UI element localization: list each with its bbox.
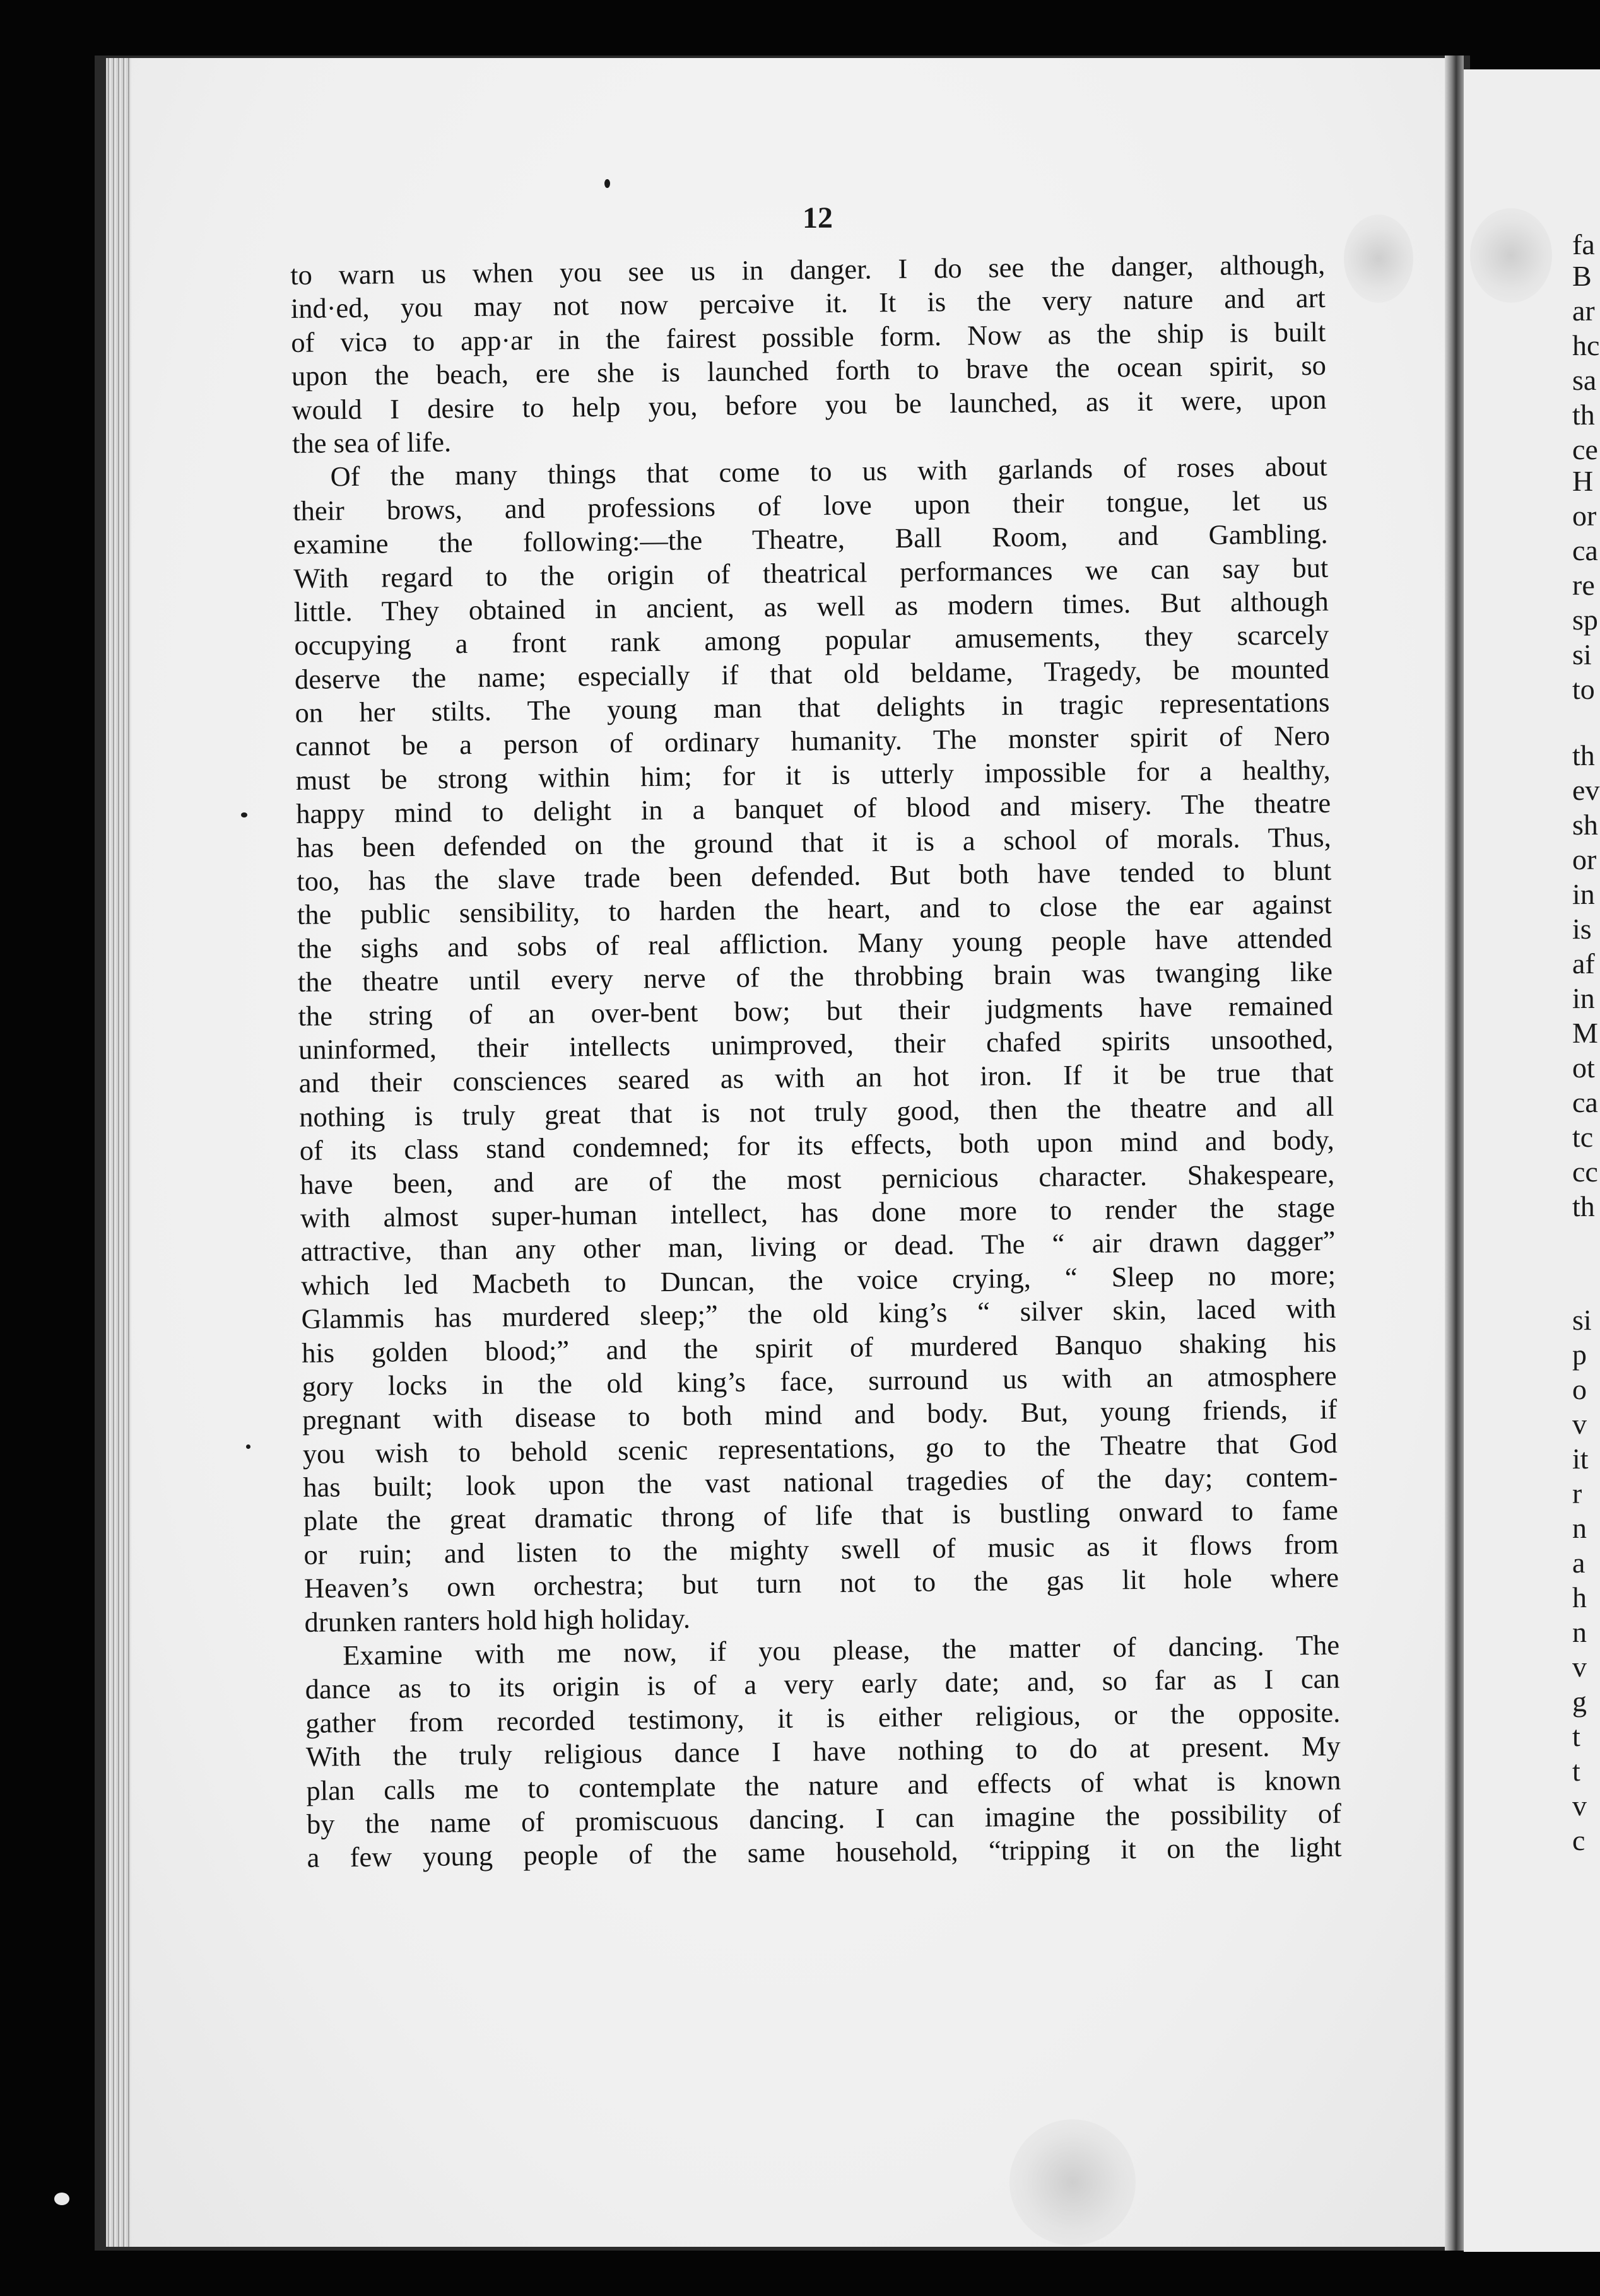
facing-page-fragment: t (1572, 1720, 1580, 1752)
text-line: Of the many things that come to us with garlands of roses about (330, 450, 1327, 493)
facing-page-fragment: ca (1572, 1086, 1598, 1118)
facing-page-fragment: in (1572, 982, 1595, 1014)
facing-page-fragment: or (1572, 843, 1597, 876)
text-line: cannot be a person of ordinary humanity. The monster spirit of Nero (295, 720, 1331, 763)
text-line: happy mind to delight in a banquet of blood and misery. The theatre (295, 787, 1331, 830)
text-line: would I desire to help you, before you be launched, as it were, upon (291, 383, 1327, 426)
text-line: of its class stand condemned; for its effects, both upon mind and body, (299, 1123, 1334, 1167)
facing-page-fragment: tc (1572, 1121, 1594, 1153)
facing-page-fragment: to (1572, 673, 1595, 705)
facing-page-fragment: th (1572, 1190, 1595, 1222)
text-line: gory locks in the old king’s face, surround us with an atmosphere (302, 1359, 1337, 1402)
facing-page-fragment: v (1572, 1789, 1587, 1822)
page-edge-strips (106, 58, 131, 2247)
facing-page-fragment: hc (1572, 329, 1600, 361)
text-line: the sea of life. (291, 426, 452, 459)
facing-page-fragment: ot (1572, 1051, 1595, 1084)
facing-page-fragment: B (1572, 260, 1592, 292)
text-line: has been defended on the ground that it is a school of morals. Thus, (296, 821, 1331, 864)
facing-page-fragment: n (1572, 1512, 1587, 1544)
ink-speck (241, 812, 247, 817)
text-line: with almost super-human intellect, has done more to render the stage (300, 1191, 1336, 1234)
text-line: occupying a front rank among popular amusements, they scarcely (294, 619, 1329, 662)
facing-page-fragment: h (1572, 1581, 1587, 1614)
text-line: which led Macbeth to Duncan, the voice crying, “ Sleep no more; (300, 1258, 1336, 1301)
text-line: to warn us when you see us in danger. I do see the danger, although, (290, 248, 1326, 291)
text-line: of vicə to app·ar in the fairest possible form. Now as the ship is built (291, 315, 1326, 358)
text-line: drunken ranters hold high holiday. (304, 1602, 691, 1638)
facing-page-fragment: sh (1572, 809, 1598, 841)
facing-page-fragment: is (1572, 913, 1592, 945)
text-line: nothing is truly great that is not truly good, then the theatre and all (298, 1090, 1334, 1133)
facing-page-fragment: v (1572, 1651, 1587, 1683)
text-line: With regard to the origin of theatrical performances we can say but (293, 551, 1329, 594)
text-line: have been, and are of the most pernicious character. Shakespeare, (300, 1157, 1335, 1200)
text-line: or ruin; and listen to the mighty swell of music as it flows from (303, 1528, 1339, 1571)
text-line: a few young people of the same household, “tripping it on the light (307, 1831, 1342, 1874)
facing-page-fragment: ev (1572, 774, 1600, 806)
facing-page-fragment: n (1572, 1616, 1587, 1648)
text-line: little. They obtained in ancient, as well as modern times. But although (293, 585, 1329, 628)
facing-page-fragment: ca (1572, 534, 1598, 566)
facing-page-fragment: sp (1572, 604, 1598, 636)
text-line: With the truly religious dance I have nothing to do at present. My (305, 1730, 1341, 1773)
text-line: plan calls me to contemplate the nature and effects of what is known (306, 1764, 1341, 1807)
text-line: Heaven’s own orchestra; but turn not to the gas lit hole where (303, 1561, 1339, 1605)
text-line: his golden blood;” and the spirit of murdered Banquo shaking his (301, 1326, 1337, 1369)
facing-page-fragment: re (1572, 569, 1595, 601)
facing-page-fragment: or (1572, 500, 1597, 532)
facing-page-edge (1464, 69, 1600, 2252)
paper-stain (1009, 2119, 1136, 2246)
text-line: attractive, than any other man, living or dead. The “ air drawn dagger” (300, 1225, 1336, 1268)
text-line: ind·ed, you may not now percəive it. It is the very nature and art (290, 282, 1326, 325)
text-line: pregnant with disease to both mind and body. But, young friends, if (302, 1393, 1338, 1436)
text-line: upon the beach, ere she is launched forth to brave the ocean spirit, so (291, 349, 1327, 392)
text-line: the sighs and sobs of real affliction. Many young people have attended (297, 922, 1332, 964)
facing-page-fragment: r (1572, 1477, 1582, 1509)
text-line: Examine with me now, if you please, the matter of dancing. The (342, 1629, 1340, 1672)
text-line: has built; look upon the vast national tragedies of the day; contem- (303, 1460, 1338, 1503)
text-line: dance as to its origin is of a very early date; and, so far as I can (305, 1663, 1340, 1706)
text-line: plate the great dramatic throng of life that is bustling onward to fame (303, 1494, 1339, 1537)
book-gutter (1445, 56, 1464, 2251)
facing-page-fragment: ar (1572, 295, 1595, 327)
facing-page-fragment: ce (1572, 433, 1598, 466)
text-line: Glammis has murdered sleep;” the old king’s “ silver skin, laced with (301, 1292, 1336, 1335)
facing-page-fragment: M (1572, 1017, 1598, 1049)
facing-page-fragment: o (1572, 1373, 1587, 1405)
page-number: 12 (803, 201, 833, 235)
text-line: the theatre until every nerve of the throbbing brain was twanging like (297, 955, 1333, 999)
facing-page-fragment: si (1572, 1304, 1592, 1336)
facing-page-fragment: v (1572, 1408, 1587, 1440)
facing-page-fragment: sa (1572, 364, 1597, 396)
text-line: and their consciences seared as with an hot iron. If it be true that (298, 1057, 1334, 1099)
paper-stain (1344, 214, 1413, 303)
facing-page-fragment: a (1572, 1547, 1585, 1579)
facing-page-fragment: p (1572, 1338, 1587, 1371)
facing-page-fragment: th (1572, 739, 1595, 771)
facing-page-fragment: fa (1572, 228, 1595, 261)
text-line: gather from recorded testimony, it is either religious, or the opposite. (305, 1696, 1341, 1739)
text-line: you wish to behold scenic representations, go to the Theatre that God (302, 1427, 1338, 1470)
text-line: examine the following:—the Theatre, Ball Room, and Gambling. (293, 517, 1328, 561)
facing-page-fragment: in (1572, 878, 1595, 910)
facing-page-fragment: H (1572, 465, 1594, 497)
text-line: by the name of promiscuous dancing. I can imagine the possibility of (306, 1797, 1342, 1840)
facing-page-fragment: af (1572, 947, 1595, 980)
text-line: their brows, and professions of love upon their tongue, let us (292, 484, 1328, 527)
text-line: must be strong within him; for it is utterly impossible for a healthy, (295, 753, 1331, 796)
text-line: the string of an over-bent bow; but their judgments have remained (298, 989, 1333, 1032)
ink-speck (604, 179, 610, 188)
facing-page-fragment: c (1572, 1824, 1585, 1856)
paper-stain (1470, 208, 1552, 303)
ink-speck (246, 1444, 250, 1449)
text-line: on her stilts. The young man that delights in tragic representations (295, 686, 1330, 729)
facing-page-fragment: cc (1572, 1156, 1598, 1188)
body-text (290, 248, 1342, 1875)
facing-page-fragment: it (1572, 1443, 1589, 1475)
paper-speck (54, 2193, 69, 2205)
text-line: the public sensibility, to harden the heart, and to close the ear against (297, 888, 1332, 931)
facing-page-fragment: si (1572, 638, 1592, 671)
facing-page-fragment: g (1572, 1685, 1587, 1718)
text-line: too, has the slave trade been defended. But both have tended to blunt (297, 854, 1332, 897)
facing-page-fragment: th (1572, 399, 1595, 431)
facing-page-fragment: t (1572, 1755, 1580, 1787)
text-line: deserve the name; especially if that old beldame, Tragedy, be mounted (294, 652, 1330, 695)
text-line: uninformed, their intellects unimproved, their chafed spirits unsoothed, (298, 1022, 1334, 1065)
